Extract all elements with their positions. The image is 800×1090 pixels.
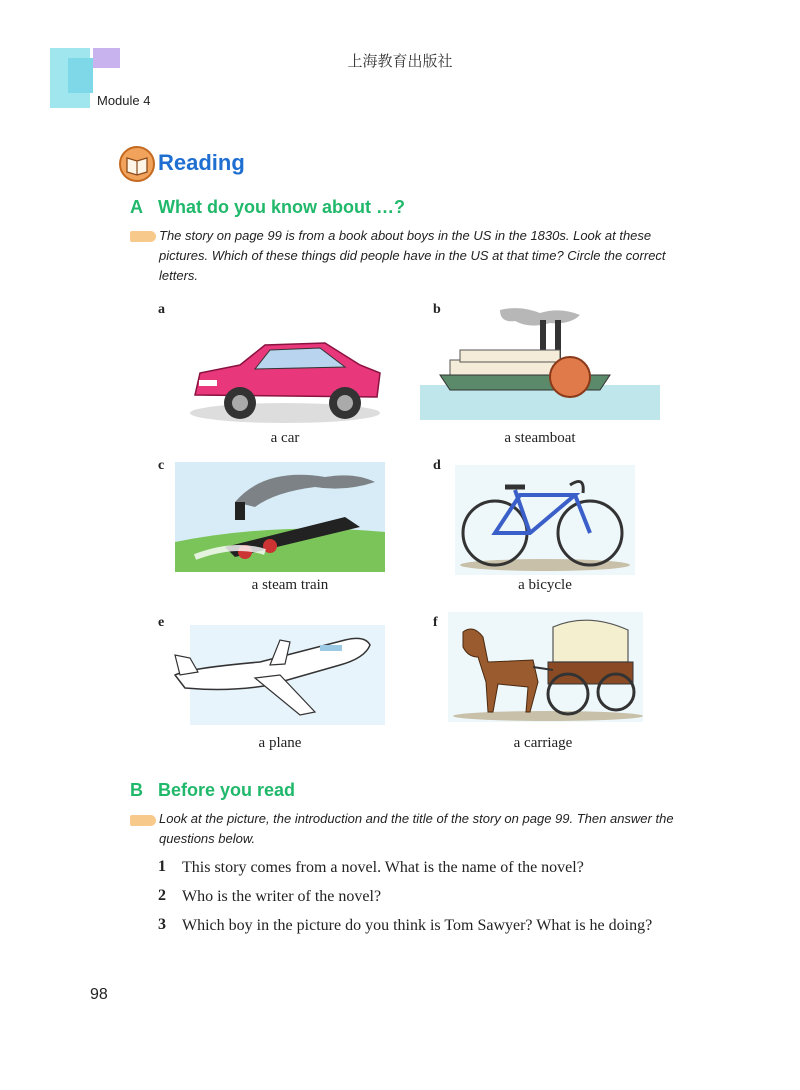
option-letter-d[interactable]: d [433, 458, 441, 473]
module-label: Module 4 [97, 93, 151, 108]
instruction-tag-icon [130, 231, 156, 242]
caption-c: a steam train [251, 577, 329, 593]
instruction-tag-icon [130, 815, 156, 826]
question-3-number: 3 [158, 916, 166, 933]
steam-train-picture [175, 462, 385, 572]
carriage-picture [448, 612, 643, 722]
option-letter-a[interactable]: a [158, 302, 165, 317]
section-b-letter: B [130, 780, 143, 800]
question-1-text: This story comes from a novel. What is the name of the novel? [182, 859, 584, 876]
caption-a: a car [270, 430, 300, 446]
section-b-instruction: Look at the picture, the introduction and the title of the story on page 99. Then answer the questions below. [159, 811, 674, 846]
question-2-number: 2 [158, 887, 166, 904]
option-letter-c[interactable]: c [158, 458, 165, 473]
question-2-text: Who is the writer of the novel? [182, 888, 382, 905]
section-b-title: Before you read [158, 780, 296, 800]
car-picture [185, 325, 385, 425]
question-1-number: 1 [158, 858, 166, 875]
section-a-title: What do you know about …? [158, 197, 405, 217]
plane-picture [170, 620, 390, 730]
caption-f: a carriage [513, 735, 573, 751]
bicycle-picture [455, 465, 635, 575]
publisher-name: 上海教育出版社 [347, 52, 453, 70]
page-number: 98 [90, 986, 108, 1003]
section-a-letter: A [130, 197, 143, 217]
option-letter-e[interactable]: e [158, 615, 165, 630]
caption-e: a plane [258, 735, 302, 751]
page-title: Reading [158, 150, 245, 175]
caption-b: a steamboat [504, 430, 576, 446]
option-letter-f[interactable]: f [433, 615, 438, 630]
option-letter-b[interactable]: b [433, 302, 441, 317]
caption-d: a bicycle [518, 577, 572, 593]
section-a-instruction: The story on page 99 is from a book about boys in the US in the 1830s. Look at these pictures. Which of these things did people have in the US at that time? Circle the correct letters. [159, 228, 666, 283]
steamboat-picture [420, 305, 660, 420]
book-icon [118, 145, 156, 183]
question-3-text: Which boy in the picture do you think is Tom Sawyer? What is he doing? [182, 917, 653, 934]
